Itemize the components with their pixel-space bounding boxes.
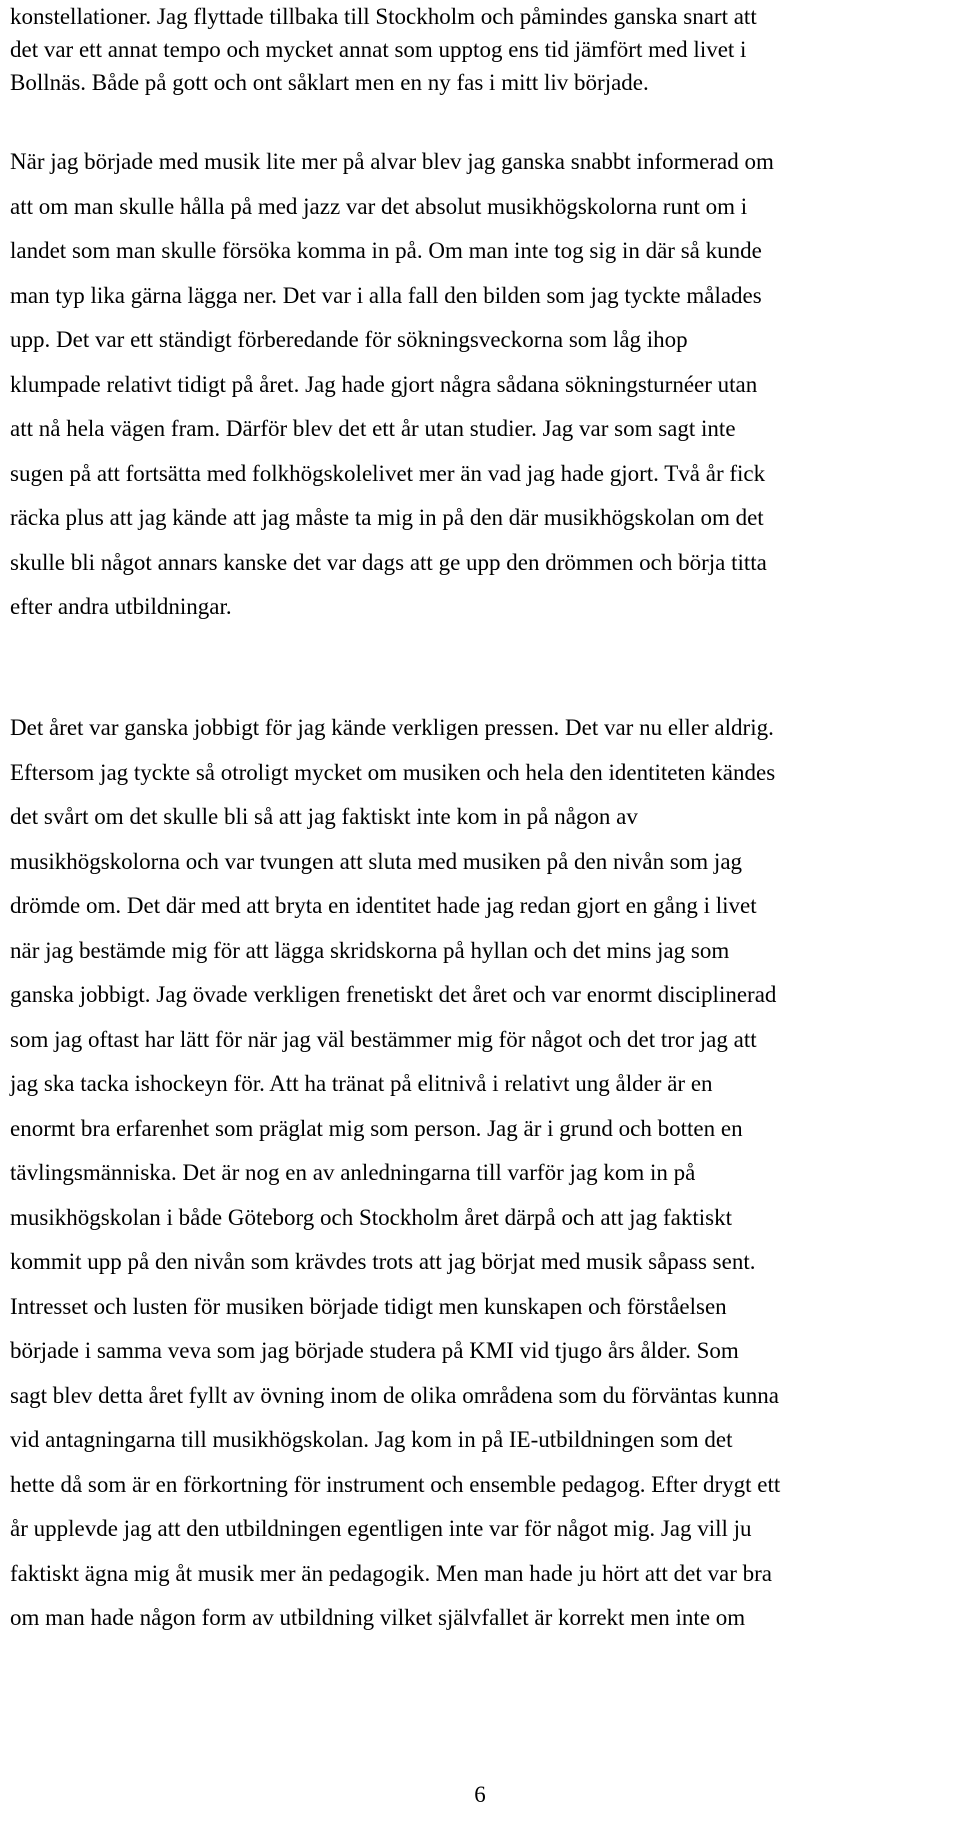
text-line: att nå hela vägen fram. Därför blev det ett år utan studier. Jag var som sagt inte: [10, 416, 736, 441]
text-line: när jag bestämde mig för att lägga skridskorna på hyllan och det mins jag som: [10, 937, 730, 963]
text-line: det svårt om det skulle bli så att jag faktiskt inte kom in på någon av: [10, 804, 638, 829]
text-line: När jag började med musik lite mer på alvar blev jag ganska snabbt informerad om: [10, 149, 774, 174]
text-line: sagt blev detta året fyllt av övning inom de olika områdena som du förväntas kunna: [10, 1382, 780, 1408]
paragraph-2: [10, 140, 955, 630]
text-line: Det året var ganska jobbigt för jag kände verkligen pressen. Det var nu eller aldrig.: [10, 715, 774, 740]
text-line: skulle bli något annars kanske det var dags att ge upp den drömmen och börja titta: [10, 549, 767, 575]
text-line: konstellationer. Jag flyttade tillbaka till Stockholm och påmindes ganska snart att: [10, 4, 757, 29]
text-line: som jag oftast har lätt för när jag väl bestämmer mig för något och det tror jag att: [10, 1026, 757, 1052]
text-line: sugen på att fortsätta med folkhögskolelivet mer än vad jag hade gjort. Två år fick: [10, 460, 766, 486]
text-line: tävlingsmänniska. Det är nog en av anledningarna till varför jag kom in på: [10, 1160, 696, 1185]
text-line: jag ska tacka ishockeyn för. Att ha tränat på elitnivå i relativt ung ålder är en: [10, 1071, 713, 1096]
text-line: vid antagningarna till musikhögskolan. Jag kom in på IE-utbildningen som det: [10, 1427, 733, 1452]
text-line: klumpade relativt tidigt på året. Jag hade gjort några sådana sökningsturnéer utan: [10, 371, 758, 397]
text-line: efter andra utbildningar.: [10, 594, 232, 619]
text-line: Bollnäs. Både på gott och ont såklart men en ny fas i mitt liv började.: [10, 70, 649, 95]
text-line: landet som man skulle försöka komma in på. Om man inte tog sig in där så kunde: [10, 238, 762, 263]
text-line: räcka plus att jag kände att jag måste ta mig in på den där musikhögskolan om det: [10, 505, 764, 530]
text-line: drömde om. Det där med att bryta en identitet hade jag redan gjort en gång i livet: [10, 893, 757, 918]
text-line: om man hade någon form av utbildning vilket självfallet är korrekt men inte om: [10, 1605, 746, 1630]
text-line: upp. Det var ett ständigt förberedande för sökningsveckorna som låg ihop: [10, 327, 688, 352]
text-line: ganska jobbigt. Jag övade verkligen frenetiskt det året och var enormt disciplinerad: [10, 982, 777, 1007]
text-line: började i samma veva som jag började studera på KMI vid tjugo års ålder. Som: [10, 1338, 739, 1363]
text-line: man typ lika gärna lägga ner. Det var i alla fall den bilden som jag tyckte målades: [10, 282, 762, 308]
text-line: kommit upp på den nivån som krävdes trots att jag börjat med musik såpass sent.: [10, 1249, 756, 1274]
text-line: Eftersom jag tyckte så otroligt mycket om musiken och hela den identiteten kändes: [10, 759, 776, 785]
text-line: musikhögskolan i både Göteborg och Stockholm året därpå och att jag faktiskt: [10, 1204, 732, 1230]
page-number: 6: [474, 1782, 486, 1807]
text-line: musikhögskolorna och var tvungen att sluta med musiken på den nivån som jag: [10, 848, 743, 874]
text-line: faktiskt ägna mig åt musik mer än pedagogik. Men man hade ju hört att det var bra: [10, 1560, 772, 1586]
text-line: enormt bra erfarenhet som präglat mig som person. Jag är i grund och botten en: [10, 1115, 743, 1141]
text-line: att om man skulle hålla på med jazz var det absolut musikhögskolorna runt om i: [10, 193, 748, 219]
text-line: det var ett annat tempo och mycket annat som upptog ens tid jämfört med livet i: [10, 37, 747, 62]
text-line: Intresset och lusten för musiken började tidigt men kunskapen och förståelsen: [10, 1293, 727, 1319]
paragraph-1: [10, 0, 955, 99]
paragraph-3: [10, 706, 955, 1641]
text-line: hette då som är en förkortning för instrument och ensemble pedagog. Efter drygt ett: [10, 1471, 781, 1497]
text-line: år upplevde jag att den utbildningen egentligen inte var för något mig. Jag vill ju: [10, 1516, 752, 1541]
